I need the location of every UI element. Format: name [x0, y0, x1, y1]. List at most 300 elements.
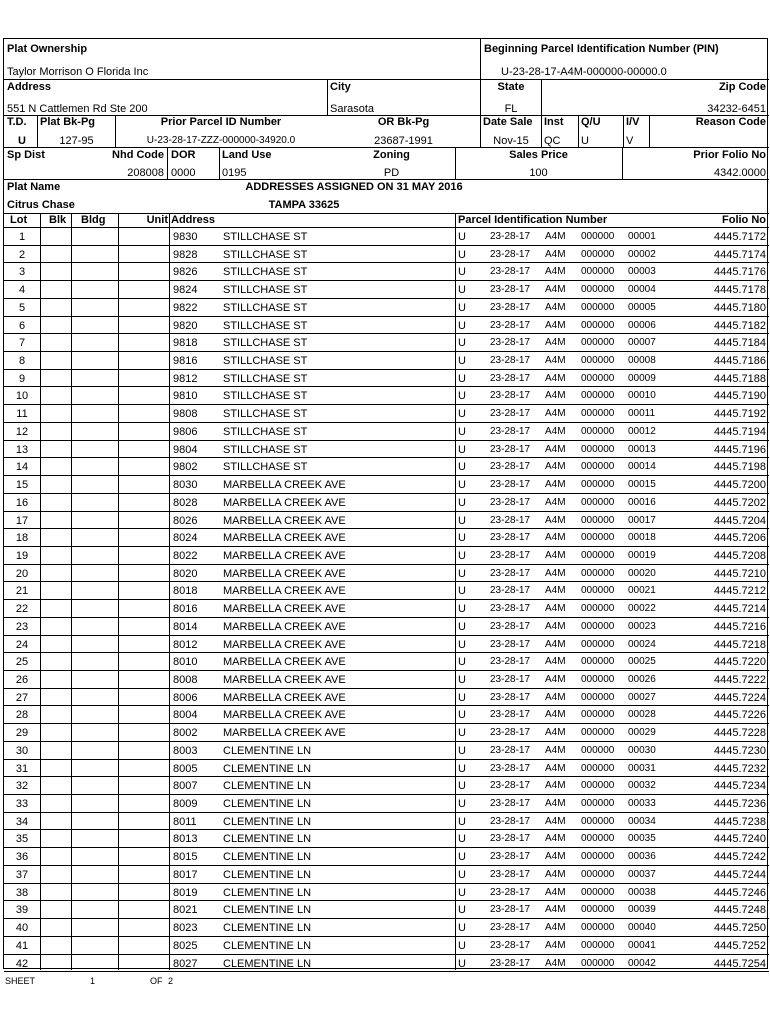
pin-td-cell: U	[458, 868, 466, 881]
table-row	[4, 405, 769, 423]
folio-cell: 4445.7200	[714, 479, 766, 492]
folio-cell: 4445.7192	[714, 408, 766, 421]
qu-value: U	[581, 135, 589, 147]
lot-cell: 35	[15, 833, 29, 846]
street-name-cell: CLEMENTINE LN	[223, 904, 312, 917]
house-number-cell: 9822	[173, 301, 198, 314]
folio-cell: 4445.7180	[714, 301, 766, 314]
street-name-cell: MARBELLA CREEK AVE	[223, 727, 346, 740]
folio-cell: 4445.7226	[714, 709, 766, 722]
lot-cell: 32	[15, 780, 29, 793]
table-row	[4, 671, 769, 689]
inst-label: Inst	[544, 116, 564, 128]
street-name-cell: MARBELLA CREEK AVE	[223, 567, 346, 580]
sheet-footer	[0, 973, 770, 987]
house-number-cell: 9806	[173, 425, 198, 438]
iv-label: I/V	[626, 116, 640, 128]
street-name-cell: CLEMENTINE LN	[223, 780, 312, 793]
pin-td-cell: U	[458, 532, 466, 545]
pin-block-cell: 000000	[581, 674, 615, 685]
pin-td-cell: U	[458, 762, 466, 775]
pin-td-cell: U	[458, 904, 466, 917]
pin-section-cell: 23-28-17	[490, 532, 531, 544]
table-row	[4, 441, 769, 459]
table-row	[4, 653, 769, 671]
pin-td-cell: U	[458, 851, 466, 864]
folio-cell: 4445.7242	[714, 851, 766, 864]
td-value: U	[18, 135, 26, 147]
table-row	[4, 919, 769, 937]
street-name-cell: STILLCHASE ST	[223, 355, 308, 368]
land-use-label: Land Use	[222, 149, 272, 161]
street-name-cell: CLEMENTINE LN	[223, 744, 312, 757]
pin-td-cell: U	[458, 479, 466, 492]
pin-lot-cell: 00023	[628, 620, 656, 632]
table-row	[4, 281, 769, 299]
pin-subdivision-cell: A4M	[545, 443, 566, 455]
table-row	[4, 901, 769, 919]
pin-lot-cell: 00025	[628, 656, 656, 668]
pin-block-cell: 000000	[581, 868, 615, 880]
lot-cell: 15	[15, 479, 29, 492]
pin-section-cell: 23-28-17	[490, 709, 531, 721]
pin-section-cell: 23-28-17	[490, 585, 531, 597]
pin-section-cell: 23-28-17	[490, 922, 531, 934]
pin-section-cell: 23-28-17	[490, 390, 531, 402]
house-number-cell: 8020	[173, 567, 198, 580]
house-number-cell: 8021	[173, 904, 198, 917]
pin-block-cell: 000000	[581, 851, 615, 863]
pin-subdivision-cell: A4M	[545, 266, 566, 278]
folio-cell: 4445.7238	[714, 815, 766, 828]
pin-section-cell: 23-28-17	[490, 762, 531, 774]
street-name-cell: MARBELLA CREEK AVE	[223, 479, 346, 492]
pin-td-cell: U	[458, 585, 466, 598]
pin-td-cell: U	[458, 957, 466, 970]
table-row	[4, 937, 769, 955]
pin-subdivision-cell: A4M	[545, 355, 566, 367]
pin-block-cell: 000000	[581, 231, 615, 242]
owner-name: Taylor Morrison O Florida Inc	[7, 66, 149, 78]
pin-section-cell: 23-28-17	[490, 868, 531, 880]
folio-cell: 4445.7216	[714, 620, 766, 633]
pin-section-cell: 23-28-17	[490, 886, 531, 898]
lot-cell: 9	[18, 372, 26, 385]
prior-folio-label: Prior Folio No	[693, 149, 766, 161]
pin-block-cell: 000000	[581, 638, 615, 650]
prior-parcel-label: Prior Parcel ID Number	[160, 116, 282, 128]
pin-lot-cell: 00003	[628, 266, 656, 278]
prior-folio-value: 4342.0000	[714, 167, 766, 179]
date-sale-label: Date Sale	[483, 116, 533, 128]
folio-cell: 4445.7220	[714, 656, 766, 669]
pin-lot-cell: 00040	[628, 922, 656, 934]
house-number-cell: 8028	[173, 496, 198, 509]
pin-lot-cell: 00024	[628, 638, 656, 650]
pin-section-cell: 23-28-17	[490, 674, 531, 685]
qu-label: Q/U	[581, 116, 601, 128]
lot-cell: 8	[18, 355, 26, 368]
pin-lot-cell: 00037	[628, 868, 656, 880]
pin-block-cell: 000000	[581, 425, 615, 437]
folio-cell: 4445.7178	[714, 284, 766, 297]
pin-td-cell: U	[458, 727, 466, 740]
lot-cell: 36	[15, 851, 29, 864]
pin-lot-cell: 00001	[628, 231, 656, 242]
pin-lot-cell: 00005	[628, 301, 656, 313]
pin-lot-cell: 00015	[628, 479, 656, 491]
pin-lot-cell: 00031	[628, 762, 656, 774]
house-number-cell: 8018	[173, 585, 198, 598]
pin-subdivision-cell: A4M	[545, 425, 566, 437]
lot-cell: 25	[15, 656, 29, 669]
lot-cell: 24	[15, 638, 29, 651]
house-number-cell: 9830	[173, 231, 198, 243]
pin-block-cell: 000000	[581, 390, 615, 402]
pin-block-cell: 000000	[581, 939, 615, 951]
pin-lot-cell: 00019	[628, 549, 656, 561]
pin-lot-cell: 00016	[628, 496, 656, 508]
pin-td-cell: U	[458, 514, 466, 527]
pin-td-cell: U	[458, 443, 466, 456]
street-name-cell: CLEMENTINE LN	[223, 851, 312, 864]
folio-cell: 4445.7176	[714, 266, 766, 279]
dor-value: 0000	[171, 167, 196, 179]
pin-lot-cell: 00032	[628, 780, 656, 792]
table-row	[4, 263, 769, 281]
pin-block-cell: 000000	[581, 549, 615, 561]
lot-cell: 27	[15, 691, 29, 704]
pin-section-cell: 23-28-17	[490, 231, 531, 242]
addresses-assigned-title: ADDRESSES ASSIGNED ON 31 MAY 2016	[245, 181, 463, 193]
table-row	[4, 848, 769, 866]
pin-lot-cell: 00012	[628, 425, 656, 437]
grid-line	[327, 79, 328, 115]
house-number-cell: 9818	[173, 337, 198, 350]
street-name-cell: MARBELLA CREEK AVE	[223, 638, 346, 651]
state-label: State	[497, 81, 525, 93]
table-row	[4, 813, 769, 831]
pin-section-cell: 23-28-17	[490, 425, 531, 437]
pin-section-cell: 23-28-17	[490, 727, 531, 739]
pin-subdivision-cell: A4M	[545, 656, 566, 668]
pin-block-cell: 000000	[581, 319, 615, 331]
house-number-cell: 9824	[173, 284, 198, 297]
folio-cell: 4445.7250	[714, 922, 766, 935]
zoning-label: Zoning	[373, 149, 410, 161]
pin-td-cell: U	[458, 656, 466, 669]
pin-subdivision-cell: A4M	[545, 744, 566, 756]
street-name-cell: CLEMENTINE LN	[223, 886, 312, 899]
lot-cell: 3	[18, 266, 26, 279]
pin-block-cell: 000000	[581, 957, 615, 969]
folio-cell: 4445.7186	[714, 355, 766, 368]
owner-zip: 34232-6451	[707, 103, 766, 115]
pin-subdivision-cell: A4M	[545, 231, 566, 242]
folio-cell: 4445.7222	[714, 674, 766, 686]
pin-subdivision-cell: A4M	[545, 922, 566, 934]
pin-td-cell: U	[458, 815, 466, 828]
street-name-cell: STILLCHASE ST	[223, 408, 308, 421]
pin-lot-cell: 00010	[628, 390, 656, 402]
pin-section-cell: 23-28-17	[490, 408, 531, 420]
pin-subdivision-cell: A4M	[545, 301, 566, 313]
street-name-cell: CLEMENTINE LN	[223, 762, 312, 775]
folio-cell: 4445.7188	[714, 372, 766, 385]
lot-cell: 29	[15, 727, 29, 740]
house-number-cell: 9812	[173, 372, 198, 385]
pin-subdivision-cell: A4M	[545, 248, 566, 260]
folio-cell: 4445.7190	[714, 390, 766, 403]
street-name-cell: CLEMENTINE LN	[223, 922, 312, 935]
street-name-cell: MARBELLA CREEK AVE	[223, 603, 346, 616]
pin-lot-cell: 00020	[628, 567, 656, 579]
folio-cell: 4445.7182	[714, 319, 766, 332]
lot-cell: 23	[15, 620, 29, 633]
pin-subdivision-cell: A4M	[545, 372, 566, 384]
pin-lot-cell: 00021	[628, 585, 656, 597]
owner-city: Sarasota	[330, 103, 375, 115]
folio-cell: 4445.7244	[714, 868, 766, 881]
house-number-cell: 9826	[173, 266, 198, 279]
pin-subdivision-cell: A4M	[545, 620, 566, 632]
pin-section-cell: 23-28-17	[490, 833, 531, 845]
grid-line	[623, 115, 624, 147]
nhd-code-label: Nhd Code	[112, 149, 164, 161]
house-number-cell: 8008	[173, 674, 198, 686]
table-row	[4, 582, 769, 600]
pin-subdivision-cell: A4M	[545, 798, 566, 810]
grid-line	[480, 39, 481, 79]
lot-cell: 4	[18, 284, 26, 297]
pin-block-cell: 000000	[581, 762, 615, 774]
pin-section-cell: 23-28-17	[490, 549, 531, 561]
pin-subdivision-cell: A4M	[545, 780, 566, 792]
lot-cell: 2	[18, 248, 26, 261]
street-name-cell: STILLCHASE ST	[223, 372, 308, 385]
col-address-header: Address	[171, 214, 216, 226]
col-pin-header: Parcel Identification Number	[458, 214, 608, 226]
pin-lot-cell: 00039	[628, 904, 656, 916]
pin-subdivision-cell: A4M	[545, 939, 566, 951]
table-row	[4, 760, 769, 778]
pin-lot-cell: 00014	[628, 461, 656, 473]
pin-block-cell: 000000	[581, 691, 615, 703]
pin-block-cell: 000000	[581, 443, 615, 455]
folio-cell: 4445.7210	[714, 567, 766, 580]
street-name-cell: STILLCHASE ST	[223, 319, 308, 332]
pin-td-cell: U	[458, 674, 466, 686]
folio-cell: 4445.7246	[714, 886, 766, 899]
table-row	[4, 955, 769, 973]
pin-block-cell: 000000	[581, 567, 615, 579]
table-row	[4, 706, 769, 724]
pin-subdivision-cell: A4M	[545, 833, 566, 845]
house-number-cell: 8015	[173, 851, 198, 864]
pin-td-cell: U	[458, 798, 466, 811]
lot-cell: 18	[15, 532, 29, 545]
house-number-cell: 8024	[173, 532, 198, 545]
pin-section-cell: 23-28-17	[490, 567, 531, 579]
pin-block-cell: 000000	[581, 514, 615, 526]
folio-cell: 4445.7206	[714, 532, 766, 545]
grid-line	[578, 115, 579, 147]
lot-cell: 40	[15, 922, 29, 935]
pin-subdivision-cell: A4M	[545, 319, 566, 331]
pin-lot-cell: 00030	[628, 744, 656, 756]
folio-cell: 4445.7214	[714, 603, 766, 616]
table-row	[4, 246, 769, 264]
sheet-of-label: OF	[150, 976, 163, 986]
pin-label: Beginning Parcel Identification Number (PIN)	[484, 43, 719, 55]
pin-lot-cell: 00013	[628, 443, 656, 455]
inst-value: QC	[544, 135, 561, 147]
pin-td-cell: U	[458, 319, 466, 332]
table-row	[4, 636, 769, 654]
pin-lot-cell: 00042	[628, 957, 656, 969]
pin-subdivision-cell: A4M	[545, 549, 566, 561]
table-row	[4, 830, 769, 848]
pin-td-cell: U	[458, 603, 466, 616]
pin-section-cell: 23-28-17	[490, 744, 531, 756]
house-number-cell: 8010	[173, 656, 198, 669]
pin-section-cell: 23-28-17	[490, 355, 531, 367]
table-row	[4, 547, 769, 565]
house-number-cell: 9804	[173, 443, 198, 456]
pin-block-cell: 000000	[581, 922, 615, 934]
lot-cell: 34	[15, 815, 29, 828]
folio-cell: 4445.7228	[714, 727, 766, 740]
street-name-cell: STILLCHASE ST	[223, 425, 308, 438]
table-row	[4, 795, 769, 813]
street-name-cell: MARBELLA CREEK AVE	[223, 620, 346, 633]
pin-lot-cell: 00018	[628, 532, 656, 544]
grid-line	[219, 147, 220, 179]
lot-cell: 19	[15, 549, 29, 562]
pin-td-cell: U	[458, 691, 466, 704]
folio-cell: 4445.7218	[714, 638, 766, 651]
pin-subdivision-cell: A4M	[545, 815, 566, 827]
street-name-cell: CLEMENTINE LN	[223, 939, 312, 952]
pin-section-cell: 23-28-17	[490, 603, 531, 615]
street-name-cell: STILLCHASE ST	[223, 284, 308, 297]
pin-lot-cell: 00029	[628, 727, 656, 739]
table-row	[4, 370, 769, 388]
lot-cell: 6	[18, 319, 26, 332]
pin-section-cell: 23-28-17	[490, 479, 531, 491]
pin-lot-cell: 00006	[628, 319, 656, 331]
street-name-cell: MARBELLA CREEK AVE	[223, 532, 346, 545]
pin-td-cell: U	[458, 390, 466, 403]
street-name-cell: MARBELLA CREEK AVE	[223, 656, 346, 669]
pin-block-cell: 000000	[581, 284, 615, 296]
house-number-cell: 8016	[173, 603, 198, 616]
pin-section-cell: 23-28-17	[490, 372, 531, 384]
street-name-cell: STILLCHASE ST	[223, 301, 308, 314]
house-number-cell: 8011	[173, 815, 197, 828]
folio-cell: 4445.7194	[714, 425, 766, 438]
house-number-cell: 9808	[173, 408, 198, 421]
city-label: City	[330, 81, 351, 93]
pin-td-cell: U	[458, 461, 466, 474]
pin-section-cell: 23-28-17	[490, 656, 531, 668]
sheet-number: 1	[90, 976, 96, 986]
pin-lot-cell: 00033	[628, 798, 656, 810]
pin-block-cell: 000000	[581, 727, 615, 739]
pin-lot-cell: 00007	[628, 337, 656, 349]
pin-td-cell: U	[458, 709, 466, 722]
folio-cell: 4445.7208	[714, 549, 766, 562]
table-row	[4, 724, 769, 742]
pin-section-cell: 23-28-17	[490, 851, 531, 863]
pin-block-cell: 000000	[581, 709, 615, 721]
prior-parcel-value: U-23-28-17-ZZZ-000000-34920.0	[146, 135, 296, 146]
pin-subdivision-cell: A4M	[545, 603, 566, 615]
folio-cell: 4445.7224	[714, 691, 766, 704]
folio-cell: 4445.7184	[714, 337, 766, 350]
folio-cell: 4445.7174	[714, 248, 766, 261]
pin-td-cell: U	[458, 922, 466, 935]
lot-cell: 13	[15, 443, 29, 456]
grid-line	[649, 115, 650, 147]
pin-block-cell: 000000	[581, 496, 615, 508]
street-name-cell: CLEMENTINE LN	[223, 868, 312, 881]
pin-td-cell: U	[458, 567, 466, 580]
house-number-cell: 8026	[173, 514, 198, 527]
pin-subdivision-cell: A4M	[545, 390, 566, 402]
table-row	[4, 228, 769, 246]
sales-price-label: Sales Price	[509, 149, 568, 161]
pin-block-cell: 000000	[581, 833, 615, 845]
table-row	[4, 512, 769, 530]
plat-name-label: Plat Name	[7, 181, 61, 193]
pin-subdivision-cell: A4M	[545, 479, 566, 491]
pin-section-cell: 23-28-17	[490, 514, 531, 526]
house-number-cell: 8025	[173, 939, 198, 952]
pin-block-cell: 000000	[581, 301, 615, 313]
pin-block-cell: 000000	[581, 532, 615, 544]
pin-lot-cell: 00036	[628, 851, 656, 863]
plat-name-value: Citrus Chase	[7, 199, 75, 211]
pin-section-cell: 23-28-17	[490, 443, 531, 455]
lot-cell: 22	[15, 603, 29, 616]
street-name-cell: STILLCHASE ST	[223, 337, 308, 350]
house-number-cell: 8007	[173, 780, 198, 793]
pin-subdivision-cell: A4M	[545, 709, 566, 721]
lot-cell: 10	[15, 390, 29, 403]
folio-cell: 4445.7248	[714, 904, 766, 917]
pin-section-cell: 23-28-17	[490, 691, 531, 703]
pin-lot-cell: 00035	[628, 833, 656, 845]
folio-cell: 4445.7196	[714, 443, 766, 456]
lot-cell: 14	[15, 461, 29, 474]
folio-cell: 4445.7240	[714, 833, 766, 846]
table-row	[4, 618, 769, 636]
pin-block-cell: 000000	[581, 372, 615, 384]
pin-section-cell: 23-28-17	[490, 301, 531, 313]
zoning-value: PD	[383, 167, 400, 179]
pin-section-cell: 23-28-17	[490, 319, 531, 331]
pin-section-cell: 23-28-17	[490, 266, 531, 278]
folio-cell: 4445.7230	[714, 744, 766, 757]
house-number-cell: 8014	[173, 620, 198, 633]
beginning-pin: U-23-28-17-A4M-000000-00000.0	[501, 66, 667, 78]
pin-subdivision-cell: A4M	[545, 638, 566, 650]
pin-td-cell: U	[458, 266, 466, 279]
sp-dist-label: Sp Dist	[7, 149, 45, 161]
pin-section-cell: 23-28-17	[490, 780, 531, 792]
pin-lot-cell: 00017	[628, 514, 656, 526]
